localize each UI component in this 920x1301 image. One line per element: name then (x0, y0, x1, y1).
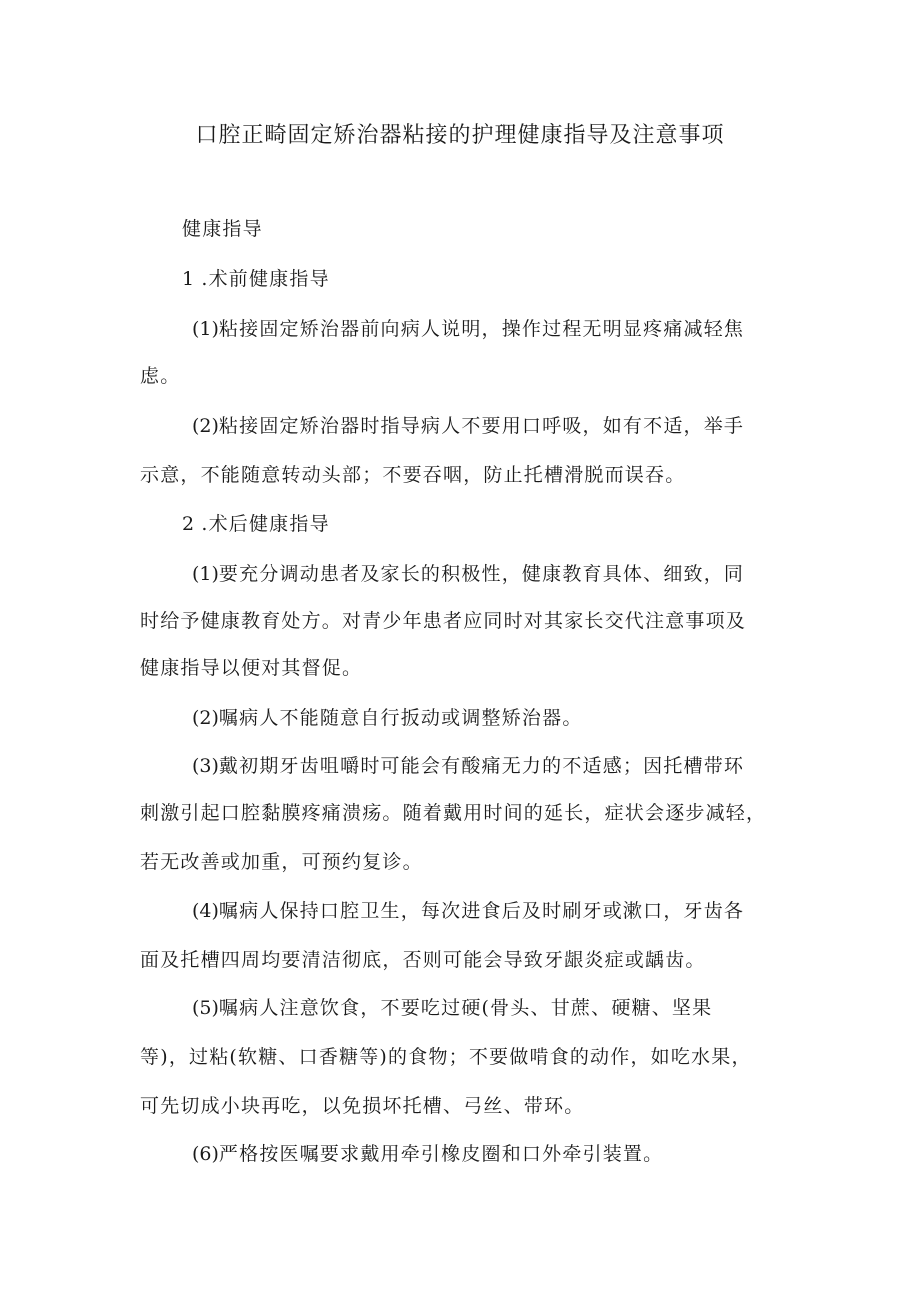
item-marker: (4) (192, 900, 219, 922)
subsection-title: .术后健康指导 (201, 513, 330, 535)
paragraph-line: 若无改善或加重，可预约复诊。 (140, 851, 423, 873)
paragraph-line: (1)粘接固定矫治器前向病人说明，操作过程无明显疼痛减轻焦 (192, 318, 745, 340)
section-heading: 健康指导 (182, 218, 263, 240)
paragraph-line: (6)严格按医嘱要求戴用牵引橡皮圈和口外牵引装置。 (192, 1143, 664, 1165)
subsection-heading-preop (182, 265, 330, 293)
item-marker: (6) (192, 1143, 219, 1165)
paragraph-line: (5)嘱病人注意饮食，不要吃过硬(骨头、甘蔗、硬糖、坚果 (192, 997, 713, 1019)
paragraph-line: 刺激引起口腔黏膜疼痛溃疡。随着戴用时间的延长，症状会逐步减轻， (140, 802, 767, 824)
paragraph-line: (2)粘接固定矫治器时指导病人不要用口呼吸，如有不适，举手 (192, 415, 745, 437)
paragraph-line: (4)嘱病人保持口腔卫生，每次进食后及时刷牙或漱口，牙齿各 (192, 900, 745, 922)
paragraph-line: 时给予健康教育处方。对青少年患者应同时对其家长交代注意事项及 (140, 610, 747, 632)
item-marker: (3) (192, 755, 219, 777)
item-marker: (2) (192, 707, 219, 729)
item-marker: (2) (192, 415, 219, 437)
paragraph-line: 面及托槽四周均要清洁彻底，否则可能会导致牙龈炎症或龋齿。 (140, 949, 706, 971)
subsection-title: .术前健康指导 (201, 268, 330, 290)
item-marker: (1) (192, 318, 219, 340)
subsection-number: 1 (182, 268, 195, 290)
item-marker: (5) (192, 997, 219, 1019)
document-title: 口腔正畸固定矫治器粘接的护理健康指导及注意事项 (195, 123, 725, 148)
paragraph-line: (1)要充分调动患者及家长的积极性，健康教育具体、细致，同 (192, 563, 745, 585)
paragraph-line: (2)嘱病人不能随意自行扳动或调整矫治器。 (192, 707, 583, 729)
subsection-number: 2 (182, 513, 195, 535)
paragraph-line: (3)戴初期牙齿咀嚼时可能会有酸痛无力的不适感；因托槽带环 (192, 755, 745, 777)
paragraph-line: 可先切成小块再吃，以免损坏托槽、弓丝、带环。 (140, 1095, 585, 1117)
subsection-heading-postop (182, 510, 330, 538)
paragraph-line: 等)，过粘(软糖、口香糖等)的食物；不要做啃食的动作，如吃水果， (140, 1046, 752, 1068)
item-marker: (1) (192, 563, 219, 585)
paragraph-line: 示意，不能随意转动头部；不要吞咽，防止托槽滑脱而误吞。 (140, 464, 686, 486)
paragraph-line: 虑。 (140, 365, 181, 387)
paragraph-line: 健康指导以便对其督促。 (140, 657, 363, 679)
